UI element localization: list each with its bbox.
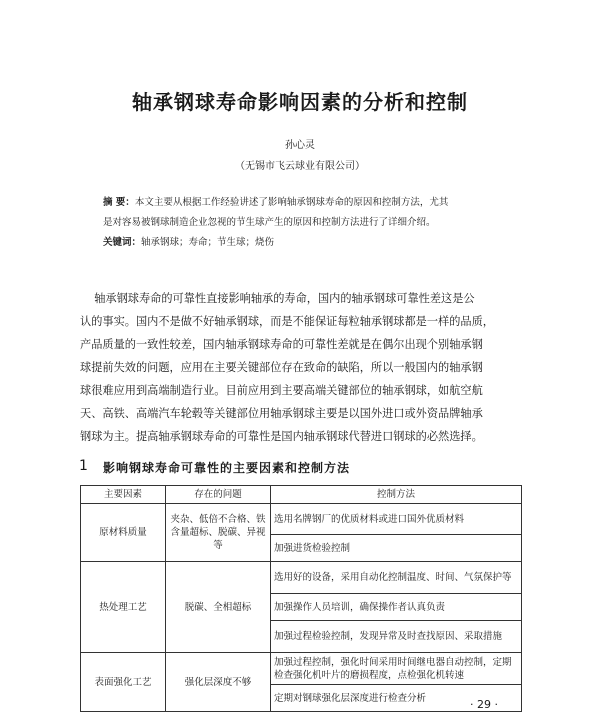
table-row xyxy=(81,653,522,685)
method-cell: 定期对钢球强化层深度进行检查分析 xyxy=(271,685,522,712)
abstract-text: 本文主要从根据工作经验讲述了影响轴承钢球寿命的原因和控制方法，尤其 xyxy=(134,197,449,208)
table-header: 主要因素 xyxy=(81,486,166,504)
factors-table xyxy=(80,485,522,712)
method-cell: 选用好的设备，采用自动化控制温度、时间、气氛保护等 xyxy=(271,562,522,594)
author-affiliation: （无锡市飞云球业有限公司） xyxy=(235,161,365,172)
method-cell: 加强过程检验控制，发现异常及时查找原因、采取措施 xyxy=(271,621,522,653)
table-row xyxy=(81,562,522,594)
abstract-line-2 xyxy=(103,213,523,233)
keywords-line xyxy=(103,233,523,253)
intro-line: 轴承钢球寿命的可靠性直接影响轴承的寿命，国内的轴承钢球可靠性差这是公 xyxy=(80,292,475,305)
intro-line: 球很难应用到高端制造行业。目前应用到主要高端关键部位的轴承钢球，如航空航 xyxy=(80,384,483,397)
page-number: · 29 · xyxy=(470,698,498,711)
table-header-row xyxy=(81,486,522,504)
section-number: 1 xyxy=(79,458,88,474)
article-title: 轴承钢球寿命影响因素的分析和控制 xyxy=(132,90,468,114)
method-cell: 选用名牌钢厂的优质材料或进口国外优质材料 xyxy=(271,504,522,535)
author-name: 孙心灵 xyxy=(285,140,315,151)
factor-cell: 原材料质量 xyxy=(81,504,166,562)
keywords-label: 关键词： xyxy=(103,237,142,248)
intro-line: 球提前失效的问题，应用在主要关键部位存在致命的缺陷，所以一般国内的轴承钢 xyxy=(80,361,483,374)
problem-cell: 夹杂、低倍不合格、铁含量超标、脱碳、异视等 xyxy=(166,504,271,562)
method-cell: 加强过程控制，强化时间采用时间继电器自动控制，定期检查强化机叶片的磨损程度，点检强化机转速 xyxy=(271,653,522,685)
problem-cell: 强化层深度不够 xyxy=(166,653,271,712)
intro-line: 钢球为主。提高轴承钢球寿命的可靠性是国内轴承钢球代替进口钢球的必然选择。 xyxy=(80,430,483,443)
intro-paragraph xyxy=(80,287,520,448)
factor-cell: 表面强化工艺 xyxy=(81,653,166,712)
abstract-text: 是对容易被钢球制造企业忽视的节生球产生的原因和控制方法进行了详细介绍。 xyxy=(103,217,436,228)
intro-line: 认的事实。国内不是做不好轴承钢球，而是不能保证每粒轴承钢球都是一样的品质， xyxy=(80,315,494,328)
method-cell: 加强操作人员培训，确保操作者认真负责 xyxy=(271,594,522,621)
intro-line: 天、高铁、高端汽车轮毂等关键部位用轴承钢球主要是以国外进口或外资品牌轴承 xyxy=(80,407,483,420)
abstract-line-1 xyxy=(103,193,523,213)
keywords-text: 轴承钢球；寿命；节生球；烧伤 xyxy=(141,237,275,248)
intro-line: 产品质量的一致性较差，国内轴承钢球寿命的可靠性差就是在偶尔出现个别轴承钢 xyxy=(80,338,483,351)
factor-cell: 热处理工艺 xyxy=(81,562,166,653)
table-header: 控制方法 xyxy=(271,486,522,504)
problem-cell: 脱碳、全相超标 xyxy=(166,562,271,653)
method-cell: 加强进货检验控制 xyxy=(271,535,522,562)
abstract-label: 摘 要： xyxy=(103,197,135,208)
table-header: 存在的问题 xyxy=(166,486,271,504)
table-row xyxy=(81,504,522,535)
section-title: 影响钢球寿命可靠性的主要因素和控制方法 xyxy=(103,461,351,475)
